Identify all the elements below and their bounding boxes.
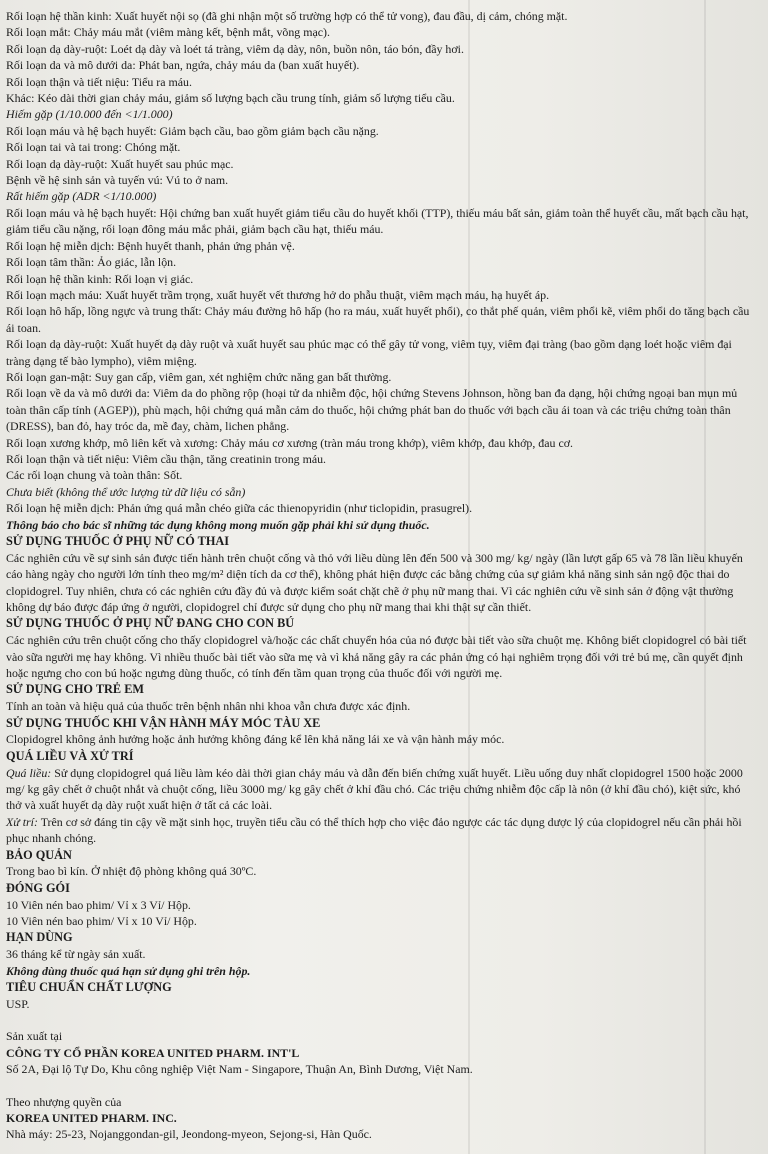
- side-effect-line: Rối loạn thận và tiết niệu: Tiểu ra máu.: [6, 74, 192, 89]
- side-effect-line: Rối loạn mạch máu: Xuất huyết trầm trọng, xuất huyết vết thương hở do phẫu thuật, viêm mạch máu, hạ huyết áp.: [6, 287, 550, 302]
- licensor-label: Theo nhượng quyền của: [6, 1094, 122, 1109]
- side-effect-line: Bệnh về hệ sinh sản và tuyến vú: Vú to ở nam.: [6, 173, 229, 188]
- overdose-text: [6, 765, 758, 814]
- side-effect-line: Rối loạn mắt: Chảy máu mắt (viêm màng kết, bệnh mắt, võng mạc).: [6, 25, 330, 40]
- expiry-warning: Không dùng thuốc quá hạn sử dụng ghi trên hộp.: [6, 963, 251, 978]
- licensor-name: KOREA UNITED PHARM. INC.: [6, 1110, 177, 1125]
- report-side-effects-note: Thông báo cho bác sĩ những tác dụng không mong muốn gặp phải khi sử dụng thuốc.: [6, 517, 430, 532]
- leaflet-text: [6, 8, 758, 1143]
- pregnancy-heading: SỬ DỤNG THUỐC Ở PHỤ NỮ CÓ THAI: [6, 534, 230, 548]
- management-label: Xử trí:: [6, 814, 38, 829]
- side-effect-line: Rối loạn hô hấp, lồng ngực và trung thất: Chảy máu đường hô hấp (ho ra máu, xuất huyết phổi), co thắt phế quản, viêm phổi kẽ, viêm phổi do tăng bạch cầu ái toan.: [6, 304, 750, 335]
- quality-text: USP.: [6, 996, 30, 1011]
- shelf-life-heading: HẠN DÙNG: [6, 930, 73, 945]
- frequency-heading: Hiếm gặp (1/10.000 đến <1/1.000): [6, 107, 173, 122]
- side-effect-line: Rối loạn dạ dày-ruột: Xuất huyết sau phúc mạc.: [6, 156, 234, 171]
- side-effect-line: Rối loạn hệ thần kinh: Xuất huyết nội sọ (đã ghi nhận một số trường hợp có thể tử vong), đau đầu, dị cảm, chóng mặt.: [6, 9, 568, 23]
- machinery-text: Clopidogrel không ảnh hưởng hoặc ảnh hưởng không đáng kể lên khả năng lái xe và vận hành máy móc.: [6, 732, 505, 747]
- breastfeeding-text: Các nghiên cứu trên chuột cống cho thấy clopidogrel và/hoặc các chất chuyển hóa của nó được bài tiết vào sữa chuột mẹ. Không biết clopidogrel có bài tiết vào sữa người mẹ hay không. Vì nhiều thuốc bài tiết vào sữa mẹ và vì khả năng gây ra các phản ứng có hại nghiêm trọng đối với trẻ bú mẹ, cần quyết định hoặc ngưng cho con bú hoặc ngưng dùng thuốc, có tính đến tầm quan trọng của thuốc đối với người mẹ.: [6, 633, 747, 681]
- side-effect-line: Các rối loạn chung và toàn thân: Sốt.: [6, 468, 183, 483]
- side-effect-line: Rối loạn thận và tiết niệu: Viêm cầu thận, tăng creatinin trong máu.: [6, 451, 327, 466]
- breastfeeding-heading: SỬ DỤNG THUỐC Ở PHỤ NỮ ĐANG CHO CON BÚ: [6, 616, 295, 631]
- pregnancy-text: Các nghiên cứu về sự sinh sản được tiến hành trên chuột cống và thỏ với liều dùng lên đến 500 và 300 mg/ kg/ ngày (lần lượt gấp 65 và 78 lần liều khuyến cáo hàng ngày cho người lớn tính theo mg/m² diện tích da cơ thể), không phát hiện được các bằng chứng của sự giảm khả năng sinh sản ngộ độc thai do clopidogrel. Tuy nhiên, chưa có các nghiên cứu đầy đủ và được kiểm soát chặt chẽ ở phụ nữ mang thai. Vì các nghiên cứu về sinh sản ở động vật thường không dự báo được đáp ứng ở người, clopidogrel chỉ được sử dụng cho phụ nữ mang thai khi thật sự cần thiết.: [6, 550, 743, 615]
- frequency-heading: Chưa biết (không thể ước lượng từ dữ liệu có sẵn): [6, 484, 246, 499]
- children-text: Tính an toàn và hiệu quả của thuốc trên bệnh nhân nhi khoa vẫn chưa được xác định.: [6, 699, 411, 714]
- management-body: Trên cơ sở đáng tin cậy về mặt sinh học, truyền tiểu cầu có thể thích hợp cho việc đảo ngược các tác dụng dược lý của clopidogrel nếu cần phải hồi phục nhanh chóng.: [6, 814, 742, 846]
- side-effect-line: Khác: Kéo dài thời gian chảy máu, giảm số lượng bạch cầu trung tính, giảm số lượng tiểu cầu.: [6, 91, 455, 106]
- side-effect-line: Rối loạn xương khớp, mô liên kết và xương: Chảy máu cơ xương (tràn máu trong khớp), viêm khớp, đau khớp, đau cơ.: [6, 435, 573, 450]
- side-effect-line: Rối loạn dạ dày-ruột: Loét dạ dày và loét tá tràng, viêm dạ dày, nôn, buồn nôn, táo bón, đầy hơi.: [6, 41, 464, 56]
- packaging-heading: ĐÓNG GÓI: [6, 880, 70, 895]
- management-text: [6, 814, 758, 847]
- side-effect-line: Rối loạn hệ miễn dịch: Phản ứng quá mẫn chéo giữa các thienopyridin (như ticlopidin, prasugrel).: [6, 501, 473, 516]
- overdose-body: Sử dụng clopidogrel quá liều làm kéo dài thời gian chảy máu và dẫn đến biến chứng xuất huyết. Liều uống duy nhất clopidogrel 1500 hoặc 2000 mg/ kg gây chết ở chuột nhắt và chuột cống, liều 3000 mg/ kg gây chết ở khỉ đầu chó. Các triệu chứng nhiễm độc cấp là nôn (ở khỉ đầu chó), kiệt sức, khó thở và xuất huyết dạ dày ruột xuất hiện ở tất cả các loài.: [6, 765, 743, 813]
- quality-heading: TIÊU CHUẨN CHẤT LƯỢNG: [6, 980, 172, 995]
- overdose-label: Quá liều:: [6, 765, 52, 780]
- children-heading: SỬ DỤNG CHO TRẺ EM: [6, 682, 145, 697]
- storage-text: Trong bao bì kín. Ở nhiệt độ phòng không quá 30ºC.: [6, 864, 257, 879]
- side-effect-line: Rối loạn tâm thần: Ảo giác, lẫn lộn.: [6, 255, 177, 270]
- packaging-line: 10 Viên nén bao phim/ Vỉ x 10 Vỉ/ Hộp.: [6, 914, 197, 929]
- side-effect-line: Rối loạn máu và hệ bạch huyết: Hội chứng ban xuất huyết giảm tiểu cầu do huyết khối (TTP), thiếu máu bất sản, giảm toàn thể huyết cầu, mất bạch cầu hạt, giảm tiểu cầu nặng, rối loạn đông máu mắc phải, giảm bạch cầu hạt, thiếu máu.: [6, 205, 749, 237]
- side-effect-line: Rối loạn da và mô dưới da: Phát ban, ngứa, chảy máu da (ban xuất huyết).: [6, 58, 360, 73]
- storage-heading: BẢO QUẢN: [6, 847, 72, 862]
- frequency-heading: Rất hiếm gặp (ADR <1/10.000): [6, 189, 157, 204]
- side-effect-line: Rối loạn tai và tai trong: Chóng mặt.: [6, 140, 181, 155]
- side-effect-line: Rối loạn máu và hệ bạch huyết: Giảm bạch cầu, bao gồm giảm bạch cầu nặng.: [6, 123, 379, 138]
- manufacturer-name: CÔNG TY CỔ PHẦN KOREA UNITED PHARM. INT'L: [6, 1045, 300, 1060]
- packaging-line: 10 Viên nén bao phim/ Vỉ x 3 Vỉ/ Hộp.: [6, 897, 191, 912]
- licensor-address: Nhà máy: 25-23, Nojanggondan-gil, Jeondong-myeon, Sejong-si, Hàn Quốc.: [6, 1127, 372, 1142]
- overdose-heading: QUÁ LIỀU VÀ XỬ TRÍ: [6, 748, 134, 763]
- side-effect-line: Rối loạn gan-mật: Suy gan cấp, viêm gan, xét nghiệm chức năng gan bất thường.: [6, 369, 392, 384]
- manufacturer-address: Số 2A, Đại lộ Tự Do, Khu công nghiệp Việt Nam - Singapore, Thuận An, Bình Dương, Việt Nam.: [6, 1062, 473, 1077]
- side-effect-line: Rối loạn về da và mô dưới da: Viêm da do phồng rộp (hoại tử da nhiễm độc, hội chứng Stevens Johnson, hồng ban đa dạng, hội chứng ngoại ban mụn mủ toàn thân cấp tính (AGEP)), phù mạch, hội chứng quá mẫn cảm do thuốc, hội chứng phát ban do thuốc với bạch cầu ái toan và các triệu chứng toàn thân (DRESS), ban đỏ, hay tróc da, mề đay, chàm, lichen phẳng.: [6, 386, 738, 434]
- side-effect-line: Rối loạn hệ thần kinh: Rối loạn vị giác.: [6, 271, 194, 286]
- shelf-life-text: 36 tháng kể từ ngày sản xuất.: [6, 947, 146, 962]
- side-effect-line: Rối loạn hệ miễn dịch: Bệnh huyết thanh, phản ứng phản vệ.: [6, 238, 295, 253]
- machinery-heading: SỬ DỤNG THUỐC KHI VẬN HÀNH MÁY MÓC TÀU XE: [6, 715, 321, 730]
- manufacturer-label: Sản xuất tại: [6, 1029, 63, 1044]
- side-effect-line: Rối loạn dạ dày-ruột: Xuất huyết dạ dày ruột và xuất huyết sau phúc mạc có thể gây tử vong, viêm tụy, viêm đại tràng (bao gồm dạng loét hoặc viêm đại tràng dạng tế bào lympho), viêm miệng.: [6, 337, 732, 368]
